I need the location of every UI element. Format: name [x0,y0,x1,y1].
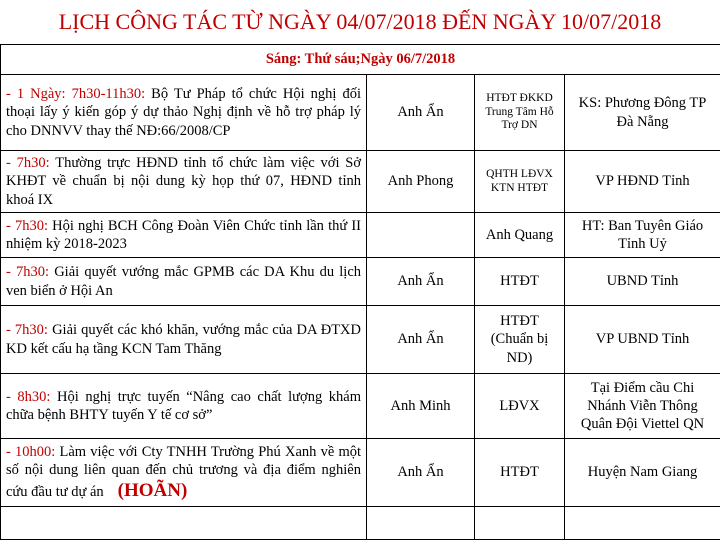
event-text: Thường trực HĐND tỉnh tổ chức làm việc với Sở KHĐT về chuẩn bị nội dung kỳ họp thứ 07, HĐND tỉnh khoá IX [6,155,362,208]
event-content [1,213,367,258]
preparing-unit: HTĐT ĐKKD Trung Tâm Hỗ Trợ DN [475,75,565,151]
event-location: Tại Điểm cầu Chi Nhánh Viễn Thông Quân Đội Viettel QN [565,374,720,439]
empty-cell [475,507,565,540]
event-time: - 7h30: [6,217,48,234]
event-content [1,151,367,213]
event-location: KS: Phương Đông TP Đà Nẵng [565,75,720,151]
event-time: - 10h00: [6,443,56,460]
empty-cell [367,507,475,540]
event-text: Hội nghị trực tuyến “Nâng cao chất lượng khám chữa bệnh BHTY tuyến Y tế cơ sở” [6,388,362,423]
event-location: HT: Ban Tuyên Giáo Tỉnh Uỷ [565,213,720,258]
empty-cell [565,507,720,540]
event-time: - 7h30: [6,322,48,339]
event-content [1,439,367,507]
preparing-unit: LĐVX [475,374,565,439]
event-time: - 7h30: [6,264,50,281]
person-in-charge: Anh Ẩn [367,258,475,306]
postponed-badge: (HOÃN) [117,479,188,501]
table-row [1,258,720,306]
person-in-charge: Anh Ẩn [367,75,475,151]
person-in-charge: Anh Phong [367,151,475,213]
preparing-unit: HTĐT (Chuẩn bị ND) [475,306,565,374]
person-in-charge: Anh Ẩn [367,306,475,374]
event-location: VP UBND Tỉnh [565,306,720,374]
event-text: Giải quyết các khó khăn, vướng mắc của DA ĐTXD KD kết cấu hạ tầng KCN Tam Thăng [6,322,362,357]
empty-cell [1,507,367,540]
empty-row [1,507,720,540]
session-header: Sáng: Thứ sáu;Ngày 06/7/2018 [1,45,720,75]
event-text: Làm việc với Cty TNHH Trường Phú Xanh về một số nội dung liên quan đến chủ trương và địa điểm nghiên cứu đầu tư dự án [6,443,361,500]
table-row [1,213,720,258]
schedule-table [0,44,720,540]
table-row [1,306,720,374]
event-content [1,75,367,151]
page-title: LỊCH CÔNG TÁC TỪ NGÀY 04/07/2018 ĐẾN NGÀY 10/07/2018 [58,9,662,34]
table-row [1,151,720,213]
event-content [1,374,367,439]
event-time: - 7h30: [6,155,50,172]
person-in-charge: Anh Ẩn [367,439,475,507]
event-location: Huyện Nam Giang [565,439,720,507]
preparing-unit: Anh Quang [475,213,565,258]
preparing-unit: HTĐT [475,258,565,306]
table-row [1,374,720,439]
event-content [1,258,367,306]
table-row [1,439,720,507]
event-text: Hội nghị BCH Công Đoàn Viên Chức tỉnh lần thứ II nhiệm kỳ 2018-2023 [6,217,361,252]
event-location: VP HĐND Tỉnh [565,151,720,213]
preparing-unit: HTĐT [475,439,565,507]
event-text: Bộ Tư Pháp tổ chức Hội nghị đối thoại lấy ý kiến góp ý dự thảo Nghị định về hỗ trợ pháp lý cho DNNVV thay thế NĐ:66/2008/CP [6,86,361,139]
table-row [1,75,720,151]
session-row [1,45,720,75]
person-in-charge: Anh Minh [367,374,475,439]
event-content [1,306,367,374]
person-in-charge [367,213,475,258]
event-time: - 8h30: [6,388,51,405]
preparing-unit: QHTH LĐVX KTN HTĐT [475,151,565,213]
event-time: - 1 Ngày: 7h30-11h30: [6,86,146,103]
event-location: UBND Tỉnh [565,258,720,306]
event-text: Giải quyết vướng mắc GPMB các DA Khu du lịch ven biển ở Hội An [6,264,362,299]
